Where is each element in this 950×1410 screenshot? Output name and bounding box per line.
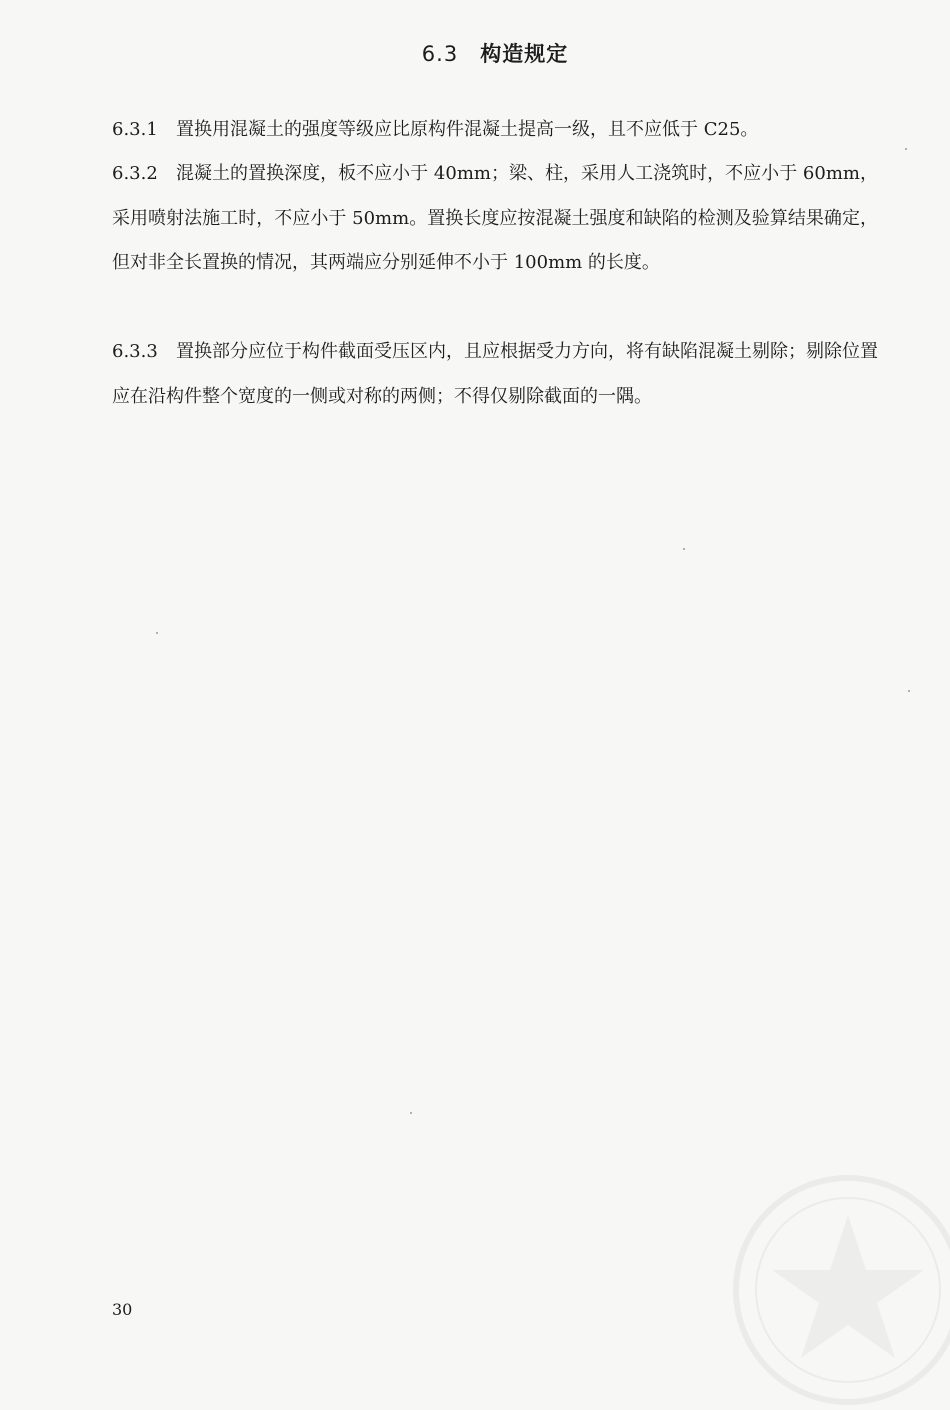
section-number: 6.3 xyxy=(421,42,459,66)
clause-number: 6.3.2 xyxy=(112,163,158,184)
section-heading xyxy=(0,38,950,68)
scan-speck xyxy=(683,548,685,550)
clause-text: 混凝土的置换深度，板不应小于 40mm；梁、柱，采用人工浇筑时，不应小于 60mm，采用喷射法施工时，不应小于 50mm。置换长度应按混凝土强度和缺陷的检测及验算结果确定，但对非全长置换的情况，其两端应分别延伸不小于 100mm 的长度。 xyxy=(112,163,878,273)
scan-speck xyxy=(156,632,158,634)
page-number: 30 xyxy=(112,1300,133,1319)
clause-number: 6.3.1 xyxy=(112,119,158,140)
clause-text: 置换部分应位于构件截面受压区内，且应根据受力方向，将有缺陷混凝土剔除；剔除位置应在沿构件整个宽度的一侧或对称的两侧；不得仅剔除截面的一隅。 xyxy=(112,341,878,407)
clause-6-3-3 xyxy=(112,330,878,419)
scan-speck xyxy=(908,690,910,692)
clause-6-3-2 xyxy=(112,152,878,286)
star-seal-icon xyxy=(728,1170,950,1410)
clause-6-3-1 xyxy=(112,108,878,153)
clause-text: 置换用混凝土的强度等级应比原构件混凝土提高一级，且不应低于 C25。 xyxy=(176,119,759,140)
scan-speck xyxy=(410,1112,412,1114)
section-title: 构造规定 xyxy=(480,42,569,66)
scan-speck xyxy=(905,148,907,150)
clause-number: 6.3.3 xyxy=(112,341,158,362)
